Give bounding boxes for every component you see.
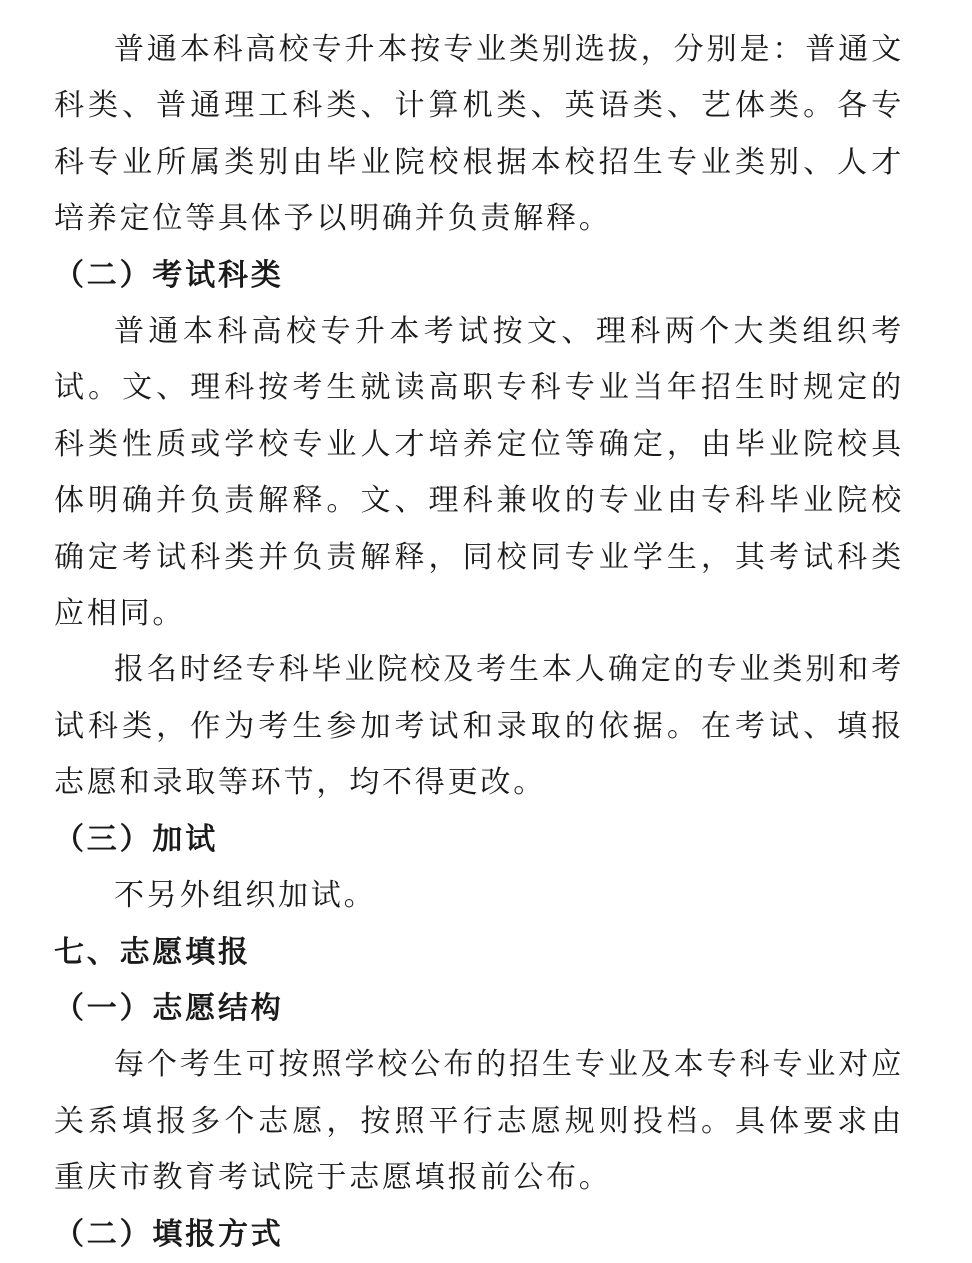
heading-application-filling: 七、志愿填报 <box>54 934 251 970</box>
heading-exam-subject-types: （二）考试科类 <box>54 257 284 293</box>
heading-filling-method: （二）填报方式 <box>54 1216 284 1252</box>
top-spacer <box>54 0 904 22</box>
paragraph-selection-categories: 普通本科高校专升本按专业类别选拔，分别是：普通文科类、普通理工科类、计算机类、英语类、艺体类。各专科专业所属类别由毕业院校根据本校招生专业类别、人才培养定位等具体予以明确并负责解释。 <box>54 32 904 237</box>
paragraph-application-structure: 每个考生可按照学校公布的招生专业及本专科专业对应关系填报多个志愿，按照平行志愿规则投档。具体要求由重庆市教育考试院于志愿填报前公布。 <box>54 1047 904 1196</box>
paragraph-exam-arts-science: 普通本科高校专升本考试按文、理科两个大类组织考试。文、理科按考生就读高职专科专业当年招生时规定的科类性质或学校专业人才培养定位等确定，由毕业院校具体明确并负责解释。文、理科兼收的专业由专科毕业院校确定考试科类并负责解释，同校同专业学生，其考试科类应相同。 <box>54 314 904 632</box>
paragraph-no-additional-test: 不另外组织加试。 <box>114 878 377 914</box>
heading-application-structure: （一）志愿结构 <box>54 990 284 1026</box>
heading-additional-test: （三）加试 <box>54 821 218 857</box>
paragraph-registration-basis: 报名时经专科毕业院校及考生本人确定的专业类别和考试科类，作为考生参加考试和录取的依据。在考试、填报志愿和录取等环节，均不得更改。 <box>54 652 904 801</box>
document-body <box>54 0 904 1263</box>
